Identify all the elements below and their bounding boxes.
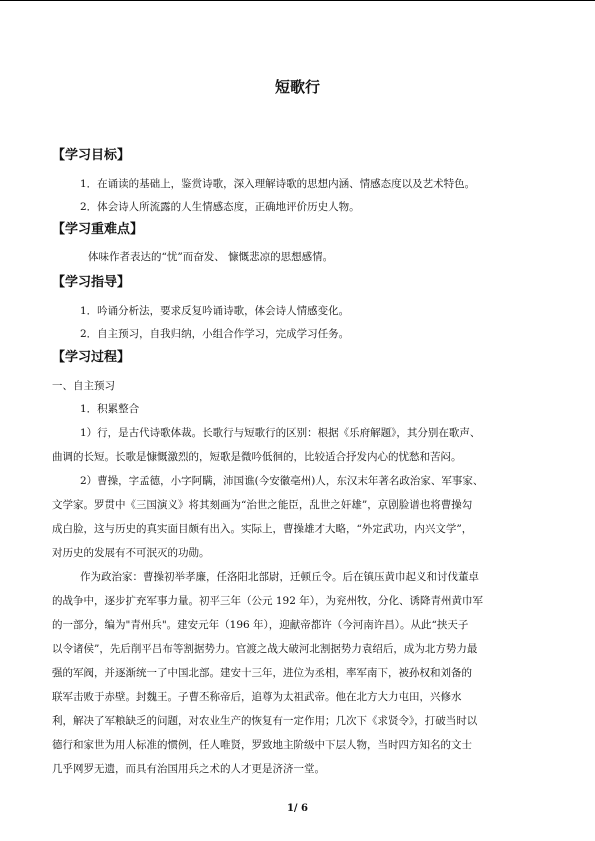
goal-item: 1．在诵读的基础上，鉴赏诗歌，深入理解诗歌的思想内涵、情感态度以及艺术特色。 bbox=[80, 178, 476, 190]
paragraph-line: 以令诸侯”，先后削平吕布等割据势力。官渡之战大破河北割据势力袁绍后，成为北方势力最 bbox=[52, 643, 478, 655]
guide-item: 1．吟诵分析法，要求反复吟诵诗歌，体会诗人情感变化。 bbox=[80, 305, 350, 317]
paragraph-line: 1）行，是古代诗歌体裁。长歌行与短歌行的区别：根据《乐府解题》，其分别在歌声、 bbox=[80, 427, 481, 439]
section-heading-guide: 【学习指导】 bbox=[52, 275, 131, 290]
paragraph-line: 的一部分，编为"青州兵"。建安元年（196 年），迎献帝都许（今河南许昌）。从此“挟天子 bbox=[52, 619, 469, 631]
section-heading-keypoints: 【学习重难点】 bbox=[52, 222, 144, 237]
page-title: 短歌行 bbox=[274, 78, 320, 96]
paragraph-line: 强的军阀，并逐渐统一了中国北部。建安十三年，进位为丞相，率军南下，被孙权和刘备的 bbox=[52, 667, 472, 679]
process-heading-1: 一、自主预习 bbox=[52, 380, 115, 392]
paragraph-line: 联军击败于赤壁。封魏王。子曹丕称帝后，追尊为太祖武帝。他在北方大力屯田，兴修水 bbox=[52, 691, 462, 703]
paragraph-line: 德行和家世为用人标准的惯例，任人唯贤，罗致地主阶级中下层人物，当时四方知名的文士 bbox=[52, 739, 472, 751]
paragraph-line: 的战争中，逐步扩充军事力量。初平三年（公元 192 年），为兖州牧，分化、诱降青州黄巾军 bbox=[52, 595, 483, 607]
goal-item: 2．体会诗人所流露的人生情感态度，正确地评价历史人物。 bbox=[80, 201, 360, 213]
section-heading-goals: 【学习目标】 bbox=[52, 148, 131, 163]
process-heading-2: 1．积累整合 bbox=[80, 403, 140, 415]
paragraph-line: 利，解决了军粮缺乏的问题，对农业生产的恢复有一定作用；几次下《求贤令》，打破当时以 bbox=[52, 715, 478, 727]
paragraph-line: 曲调的长短。长歌是慷慨激烈的，短歌是微吟低徊的，比较适合抒发内心的忧愁和苦闷。 bbox=[52, 451, 462, 463]
section-heading-process: 【学习过程】 bbox=[52, 350, 131, 365]
paragraph-line: 对历史的发展有不可泯灭的功勋。 bbox=[52, 547, 210, 559]
page-number: 1/ 6 bbox=[286, 803, 309, 814]
paragraph-line: 成白脸，这与历史的真实面目颇有出入。实际上，曹操雄才大略，“外定武功，内兴文学”， bbox=[52, 523, 473, 535]
paragraph-line: 几乎网罗无遗，而具有治国用兵之术的人才更是济济一堂。 bbox=[52, 763, 325, 775]
paragraph-line: 文学家。罗贯中《三国演义》将其刻画为“治世之能臣，乱世之奸雄”，京剧脸谱也将曹操勾 bbox=[52, 499, 473, 511]
header-rule bbox=[0, 0, 595, 1]
paragraph-line: 作为政治家：曹操初举孝廉，任洛阳北部尉，迁顿丘令。后在镇压黄巾起义和讨伐董卓 bbox=[80, 571, 479, 583]
guide-item: 2．自主预习，自我归纳，小组合作学习，完成学习任务。 bbox=[80, 328, 350, 340]
keypoint-text: 体味作者表达的“忧”而奋发、 慷慨悲凉的思想感情。 bbox=[88, 251, 334, 263]
paragraph-line: 2）曹操，字孟德，小字阿瞒，沛国谯(今安徽亳州)人，东汉末年著名政治家、军事家、 bbox=[80, 475, 484, 487]
